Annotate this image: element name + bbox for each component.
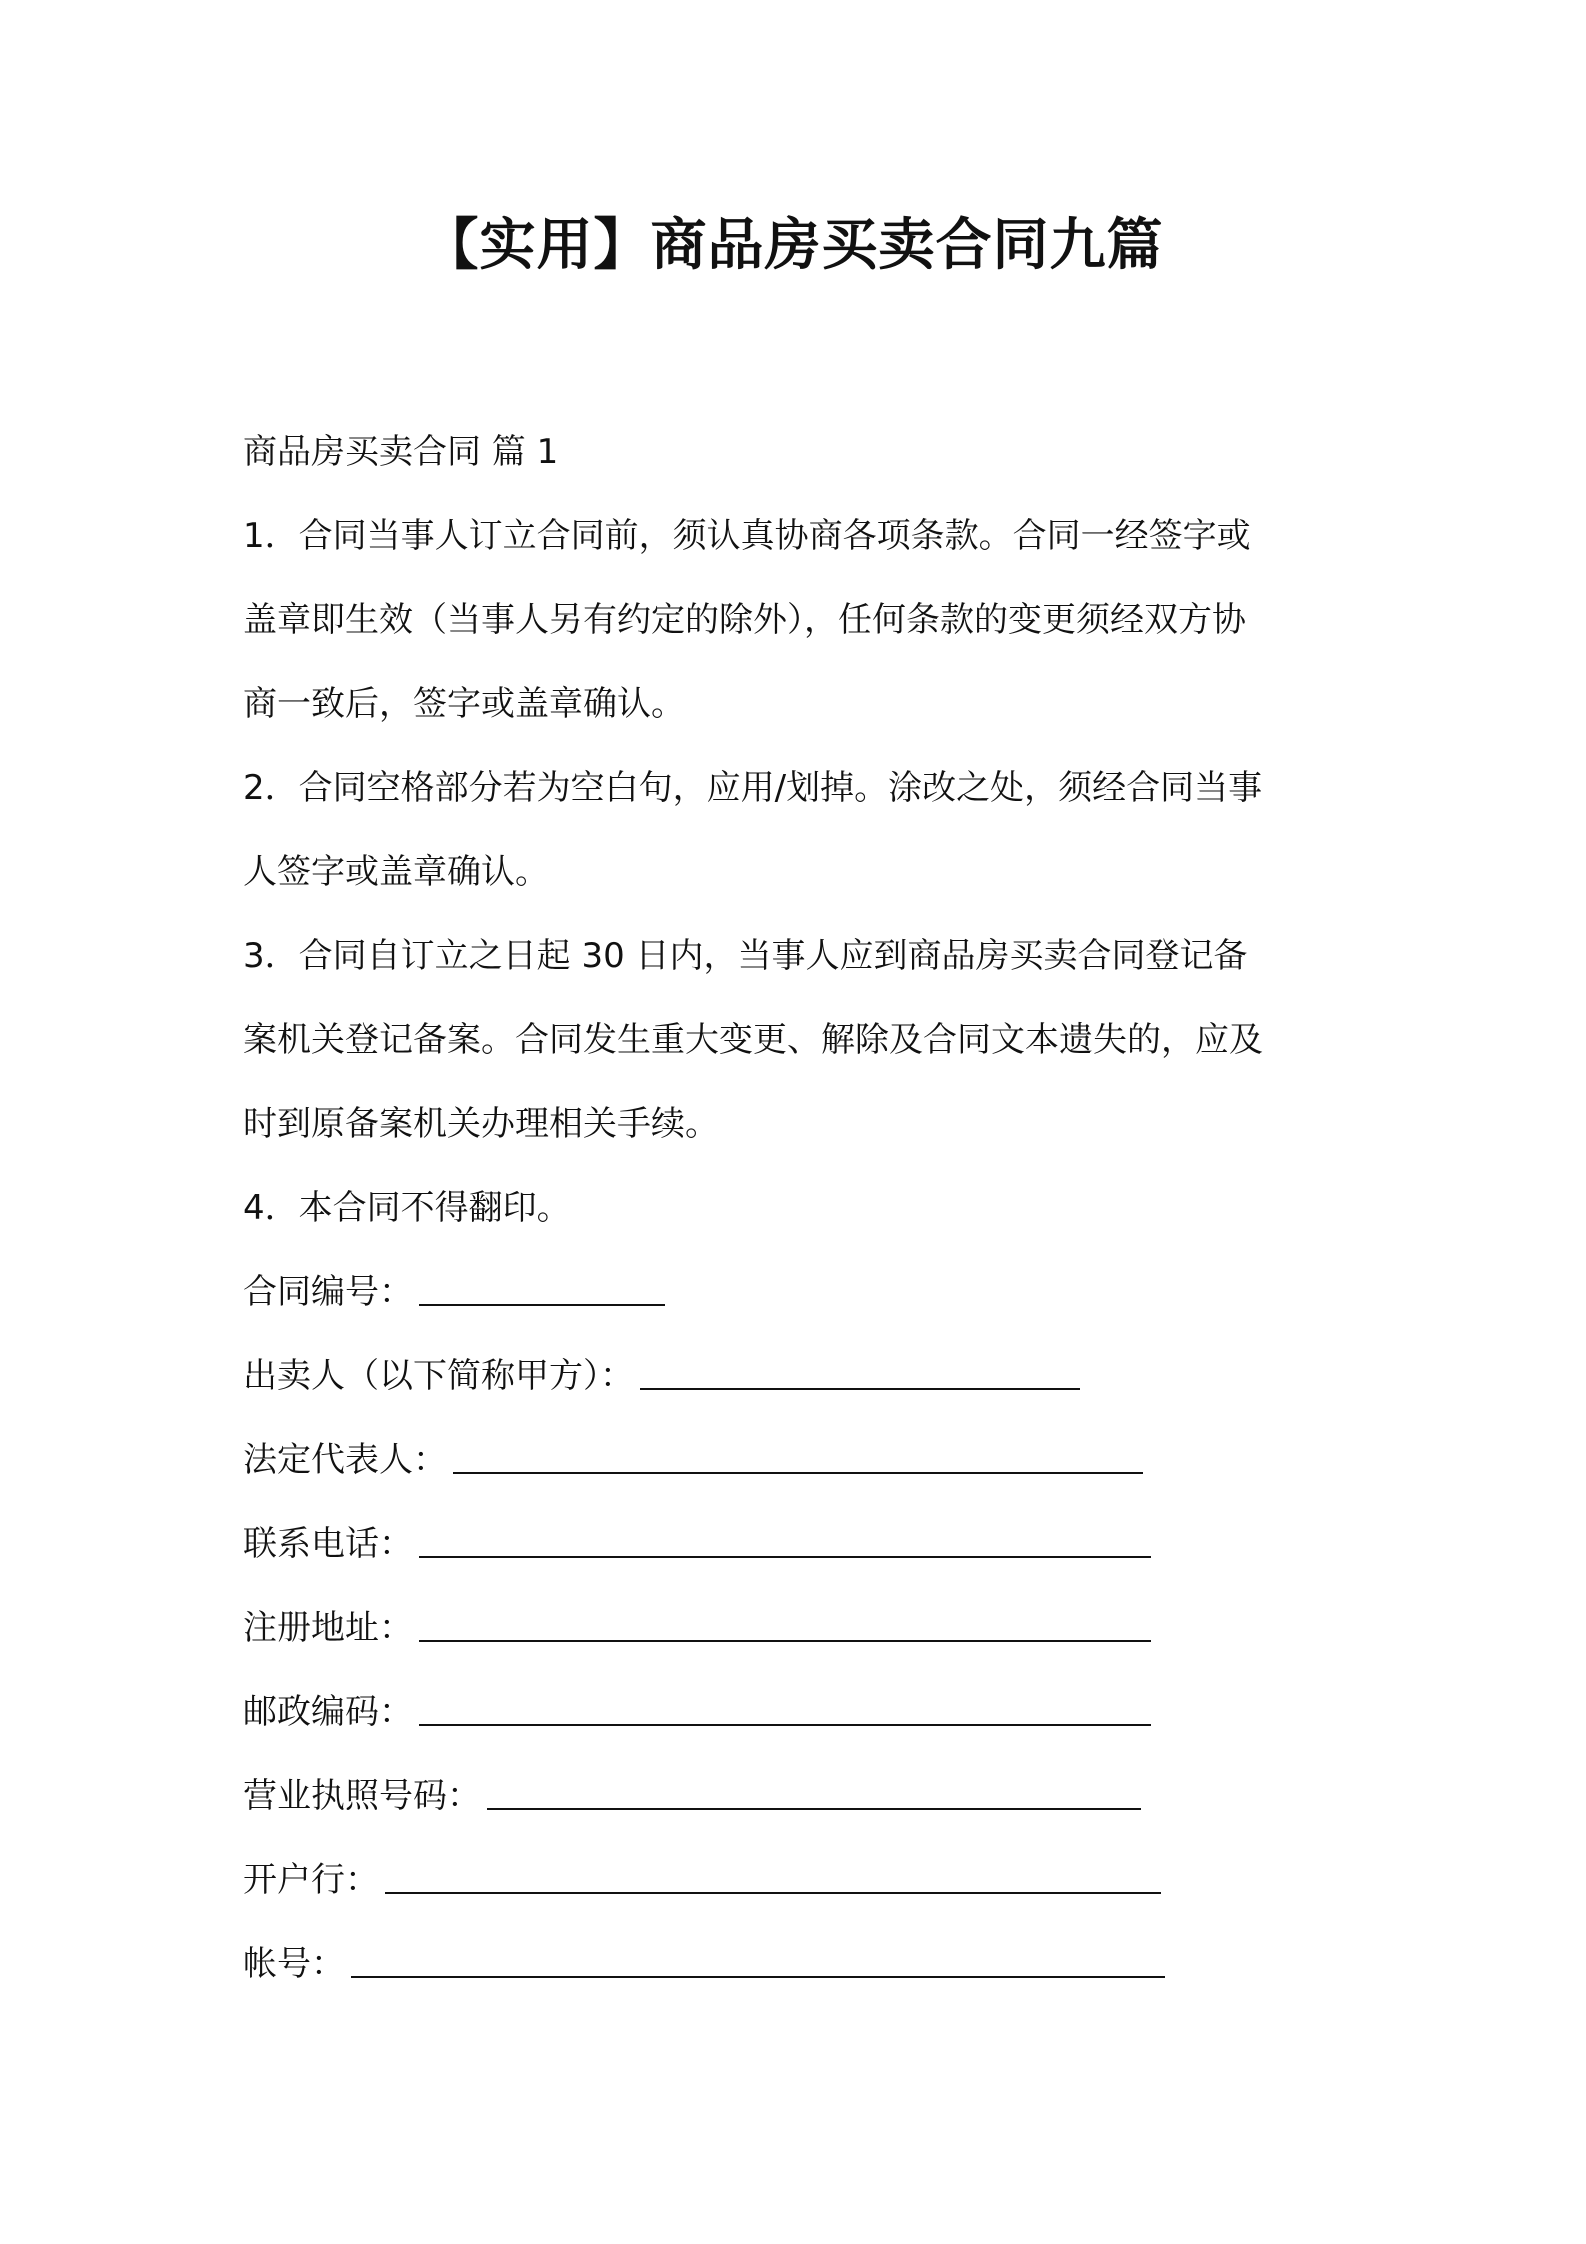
bank-field [243, 1838, 1353, 1922]
paragraph-line: 盖章即生效（当事人另有约定的除外），任何条款的变更须经双方协 [243, 600, 1246, 640]
phone-label: 联系电话： [243, 1524, 413, 1564]
zip-code-label: 邮政编码： [243, 1692, 413, 1732]
seller-label: 出卖人（以下简称甲方）： [243, 1356, 634, 1396]
phone-blank[interactable] [419, 1502, 1151, 1558]
seller-blank[interactable] [640, 1334, 1080, 1390]
address-field [243, 1586, 1353, 1670]
business-license-label: 营业执照号码： [243, 1776, 481, 1816]
account-blank[interactable] [351, 1922, 1165, 1978]
contract-number-field [243, 1250, 1353, 1334]
account-field [243, 1922, 1353, 2006]
paragraph-line: 时到原备案机关办理相关手续。 [243, 1104, 719, 1144]
paragraph-line: 案机关登记备案。合同发生重大变更、解除及合同文本遗失的，应及 [243, 1020, 1263, 1060]
legal-representative-label: 法定代表人： [243, 1440, 447, 1480]
zip-code-blank[interactable] [419, 1670, 1151, 1726]
business-license-blank[interactable] [487, 1754, 1141, 1810]
seller-field [243, 1334, 1353, 1418]
paragraph-line: 商一致后，签字或盖章确认。 [243, 684, 685, 724]
paragraph-line: 3．合同自订立之日起 30 日内，当事人应到商品房买卖合同登记备 [243, 936, 1248, 976]
legal-representative-field [243, 1418, 1353, 1502]
phone-field [243, 1502, 1353, 1586]
contract-number-label: 合同编号： [243, 1272, 413, 1312]
document-body [243, 410, 1353, 2006]
address-blank[interactable] [419, 1586, 1151, 1642]
paragraph-line: 人签字或盖章确认。 [243, 852, 549, 892]
paragraph-line: 2．合同空格部分若为空白句，应用/划掉。涂改之处，须经合同当事 [243, 768, 1263, 808]
zip-code-field [243, 1670, 1353, 1754]
bank-blank[interactable] [385, 1838, 1161, 1894]
address-label: 注册地址： [243, 1608, 413, 1648]
account-label: 帐号： [243, 1944, 345, 1984]
legal-representative-blank[interactable] [453, 1418, 1143, 1474]
bank-label: 开户行： [243, 1860, 379, 1900]
paragraph-line: 4．本合同不得翻印。 [243, 1188, 571, 1228]
business-license-field [243, 1754, 1353, 1838]
section-heading: 商品房买卖合同 篇 1 [243, 432, 559, 472]
paragraph-line: 1．合同当事人订立合同前，须认真协商各项条款。合同一经签字或 [243, 516, 1251, 556]
document-title: 【实用】商品房买卖合同九篇 [422, 213, 1164, 278]
contract-number-blank[interactable] [419, 1250, 665, 1306]
